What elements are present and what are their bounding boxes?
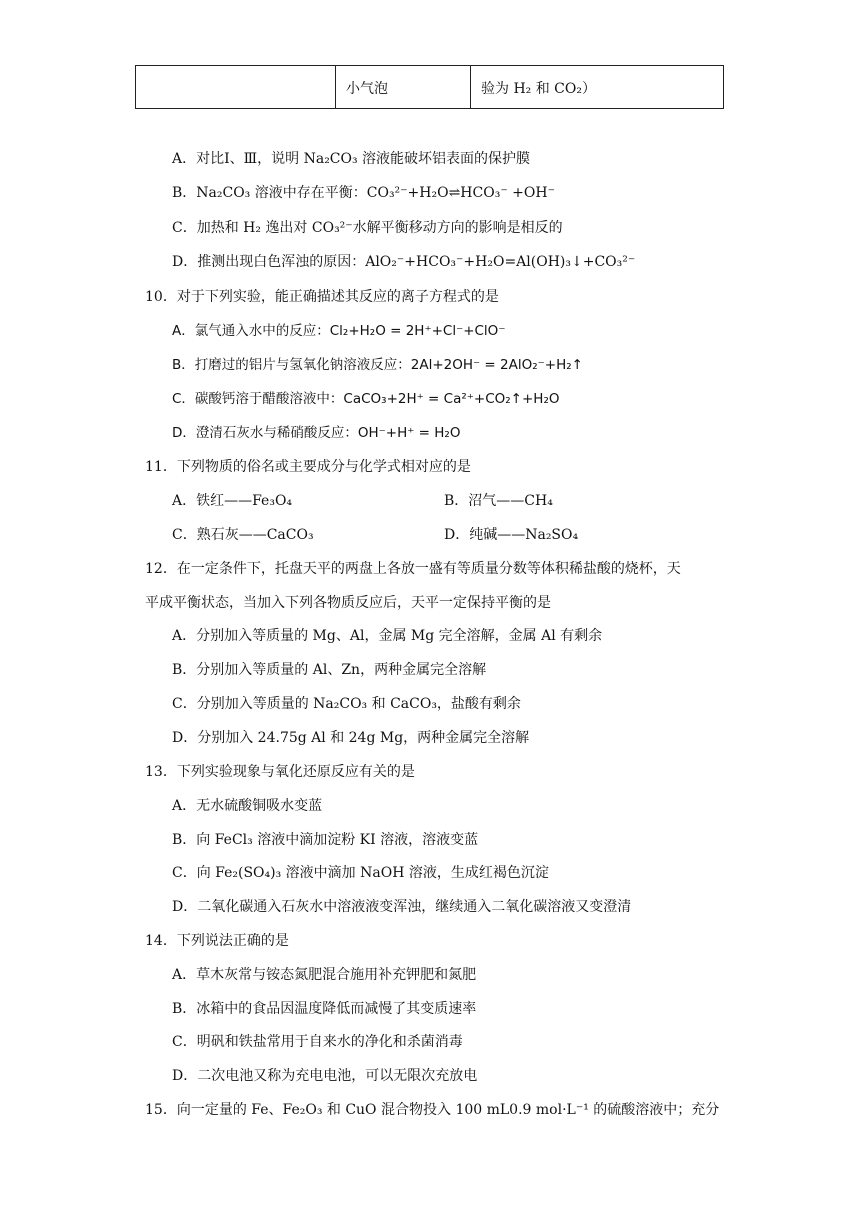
- q9-option-d: D．推测出现白色浑浊的原因：AlO₂⁻+HCO₃⁻+H₂O=Al(OH)₃↓+CO₃²⁻: [172, 254, 636, 270]
- experiment-table-row: [135, 65, 724, 109]
- q11-option-c: C．熟石灰——CaCO₃: [172, 527, 314, 543]
- q10-option-c: C．碳酸钙溶于醋酸溶液中：CaCO₃+2H⁺ = Ca²⁺+CO₂↑+H₂O: [172, 391, 560, 407]
- q14-option-d: D．二次电池又称为充电电池，可以无限次充放电: [172, 1068, 478, 1084]
- q14-option-a: A．草木灰常与铵态氮肥混合施用补充钾肥和氮肥: [172, 967, 477, 983]
- q10-stem: 10．对于下列实验，能正确描述其反应的离子方程式的是: [145, 289, 499, 305]
- q12-option-a: A．分别加入等质量的 Mg、Al，金属 Mg 完全溶解，金属 Al 有剩余: [172, 628, 603, 644]
- q13-option-a: A．无水硫酸铜吸水变蓝: [172, 798, 323, 814]
- q9-option-b: B．Na₂CO₃ 溶液中存在平衡：CO₃²⁻+H₂O⇌HCO₃⁻ +OH⁻: [172, 185, 555, 201]
- q9-option-c: C．加热和 H₂ 逸出对 CO₃²⁻水解平衡移动方向的影响是相反的: [172, 220, 563, 236]
- q11-stem: 11．下列物质的俗名或主要成分与化学式相对应的是: [145, 459, 471, 475]
- q14-option-c: C．明矾和铁盐常用于自来水的净化和杀菌消毒: [172, 1034, 463, 1050]
- q13-option-c: C．向 Fe₂(SO₄)₃ 溶液中滴加 NaOH 溶液，生成红褐色沉淀: [172, 865, 549, 881]
- q15-stem: 15．向一定量的 Fe、Fe₂O₃ 和 CuO 混合物投入 100 mL0.9 mol·L⁻¹ 的硫酸溶液中；充分: [145, 1102, 720, 1118]
- q13-option-d: D．二氧化碳通入石灰水中溶液液变浑浊，继续通入二氧化碳溶液又变澄清: [172, 899, 632, 915]
- q9-option-a: A．对比Ⅰ、Ⅲ，说明 Na₂CO₃ 溶液能破坏铝表面的保护膜: [172, 151, 531, 167]
- q10-option-a: A．氯气通入水中的反应：Cl₂+H₂O = 2H⁺+Cl⁻+ClO⁻: [172, 323, 506, 339]
- q12-stem-line2: 平成平衡状态，当加入下列各物质反应后，天平一定保持平衡的是: [145, 595, 551, 611]
- q11-option-d: D．纯碱——Na₂SO₄: [444, 527, 579, 543]
- table-cell-phenomenon: 小气泡: [336, 66, 471, 108]
- q10-option-d: D．澄清石灰水与稀硝酸反应：OH⁻+H⁺ = H₂O: [172, 425, 461, 441]
- q11-option-b: B．沼气——CH₄: [444, 493, 553, 509]
- q13-stem: 13．下列实验现象与氧化还原反应有关的是: [145, 764, 415, 780]
- q12-option-b: B．分别加入等质量的 Al、Zn，两种金属完全溶解: [172, 662, 487, 678]
- q10-option-b: B．打磨过的铝片与氢氧化钠溶液反应：2Al+2OH⁻ = 2AlO₂⁻+H₂↑: [172, 357, 583, 373]
- q12-stem-line1: 12．在一定条件下，托盘天平的两盘上各放一盛有等质量分数等体积稀盐酸的烧杯，天: [145, 561, 681, 577]
- q14-stem: 14．下列说法正确的是: [145, 933, 289, 949]
- table-cell-empty: [136, 66, 336, 108]
- table-cell-note: 验为 H₂ 和 CO₂）: [481, 81, 596, 97]
- q12-option-c: C．分别加入等质量的 Na₂CO₃ 和 CaCO₃，盐酸有剩余: [172, 696, 521, 712]
- q12-option-d: D．分别加入 24.75g Al 和 24g Mg，两种金属完全溶解: [172, 730, 530, 746]
- q14-option-b: B．冰箱中的食品因温度降低而减慢了其变质速率: [172, 1001, 477, 1017]
- q13-option-b: B．向 FeCl₃ 溶液中滴加淀粉 KI 溶液，溶液变蓝: [172, 832, 479, 848]
- q11-option-a: A．铁红——Fe₃O₄: [172, 493, 293, 509]
